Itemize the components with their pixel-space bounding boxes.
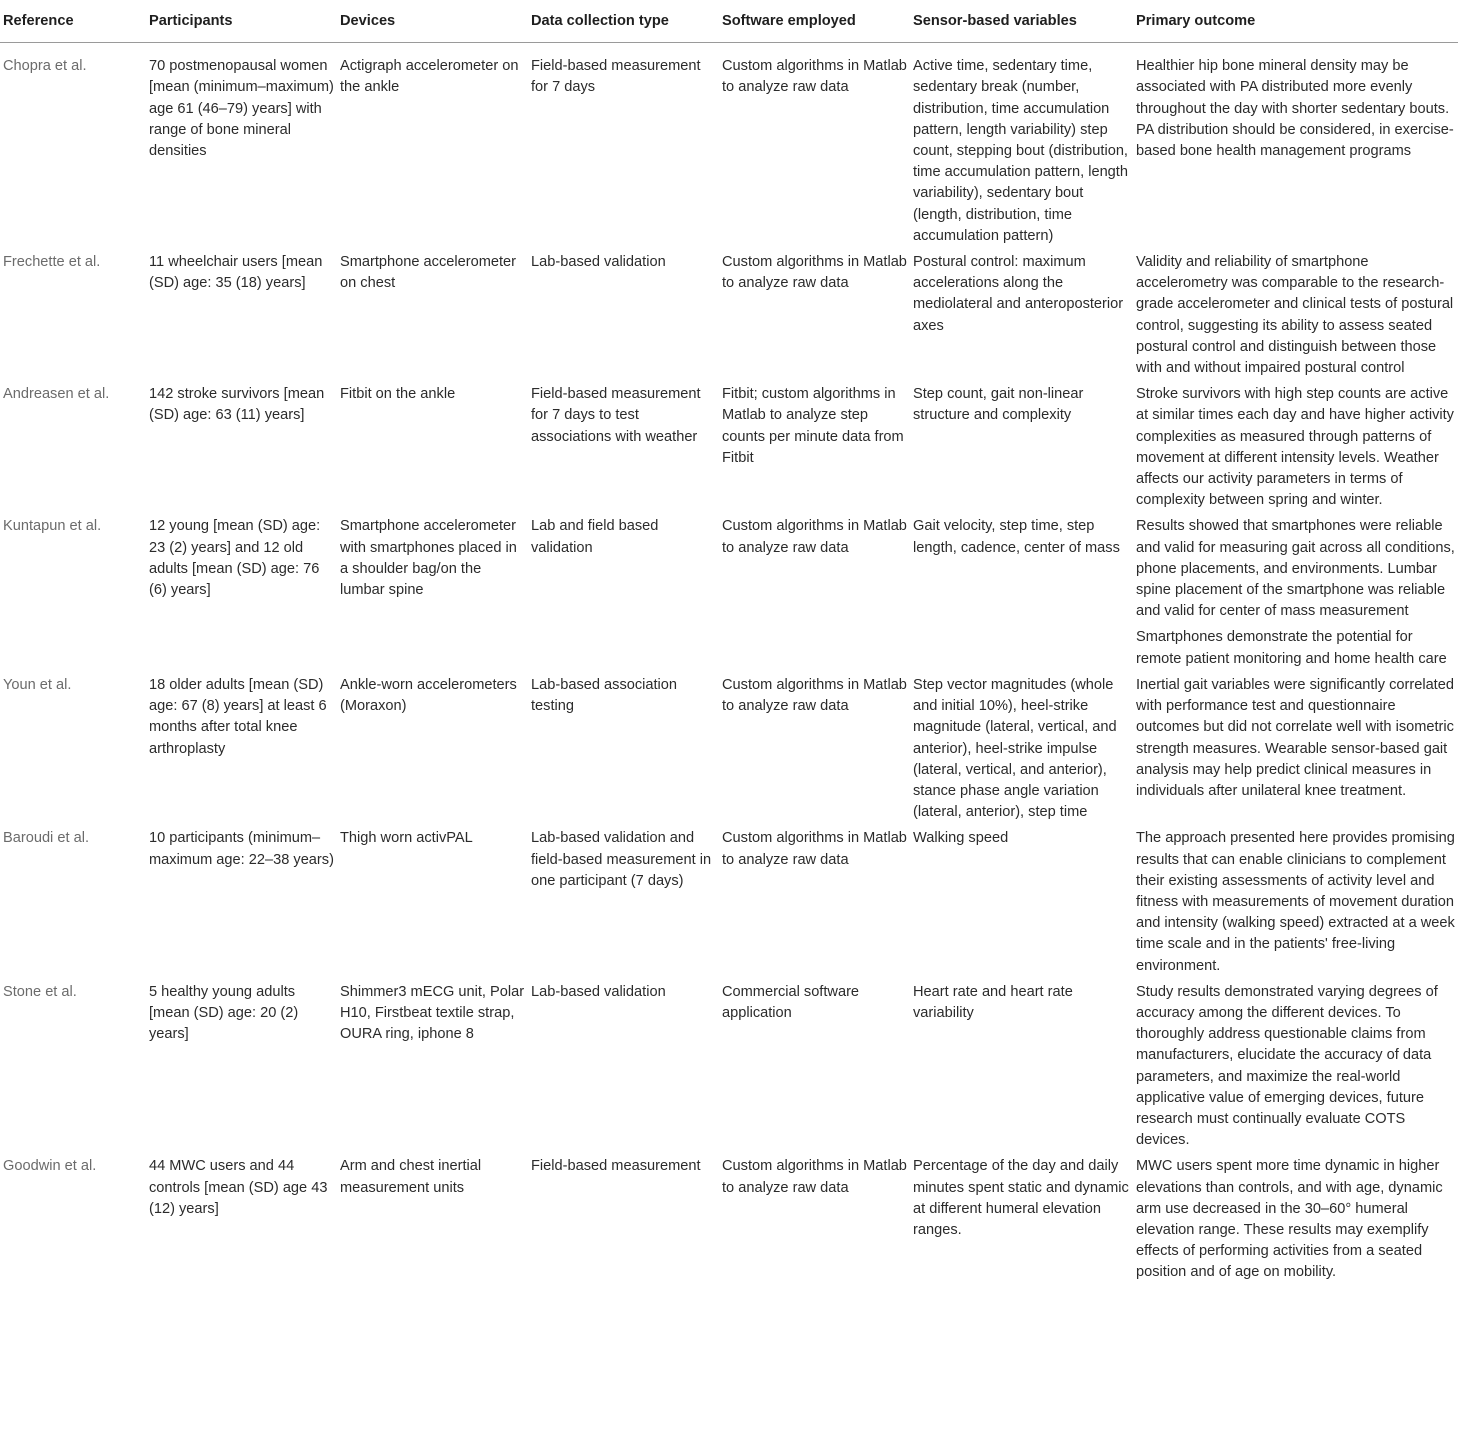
cell-devices: Actigraph accelerometer on the ankle	[340, 58, 519, 96]
cell-devices: Ankle-worn accelerometers (Moraxon)	[340, 676, 517, 715]
header-devices: Devices	[337, 0, 528, 43]
cell-variables: Heart rate and heart rate variability	[913, 983, 1073, 1021]
cell-devices: Thigh worn activPAL	[340, 830, 473, 847]
cell-outcome: Validity and reliability of smartphone accelerometry was comparable to the research-grade accelerometer and clinical tests of postural control, suggesting its ability to assess seated postural control and distinguish between those with and without impaired postural control	[1136, 254, 1454, 377]
cell-devices: Smartphone accelerometer on chest	[340, 254, 517, 292]
cell-data-collection: Lab-based validation	[531, 983, 666, 1000]
cell-data-collection: Lab-based association testing	[531, 676, 678, 715]
cell-data-collection: Field-based measurement for 7 days to test associations with weather	[531, 386, 701, 445]
cell-participants: 70 postmenopausal women [mean (minimum–maximum) age 61 (46–79) years] with range of bone mineral densities	[149, 58, 334, 160]
cell-variables: Postural control: maximum accelerations along the mediolateral and anteroposterior axes	[913, 254, 1124, 334]
outcome-paragraph: Results showed that smartphones were reliable and valid for measuring gait across all conditions, phone placements, and environments. Lumbar spine placement of the smartphone was reliable and valid for center of mass measurement	[1136, 518, 1455, 620]
cell-data-collection: Lab-based validation and field-based measurement in one participant (7 days)	[531, 830, 712, 889]
cell-reference: Kuntapun et al.	[3, 518, 102, 535]
table-row	[0, 1151, 1458, 1283]
cell-participants: 44 MWC users and 44 controls [mean (SD) age 43 (12) years]	[149, 1158, 328, 1217]
cell-software: Fitbit; custom algorithms in Matlab to analyze step counts per minute data from Fitbit	[722, 386, 904, 466]
cell-software: Custom algorithms in Matlab to analyze raw data	[722, 676, 907, 715]
table-row	[0, 670, 1458, 823]
cell-data-collection: Field-based measurement for 7 days	[531, 58, 701, 96]
table-row	[0, 823, 1458, 976]
cell-devices: Shimmer3 mECG unit, Polar H10, Firstbeat textile strap, OURA ring, iphone 8	[340, 983, 525, 1043]
cell-variables: Step vector magnitudes (whole and initial 10%), heel-strike magnitude (lateral, vertical, and anterior), heel-strike impulse (lateral, vertical, and anterior), stance phase angle variation (lateral, anterior), step time	[913, 676, 1117, 821]
cell-outcome: MWC users spent more time dynamic in higher elevations than controls, and with age, dynamic arm use decreased in the 30–60° humeral elevation range. These results may exemplify effects of performing activities from a seated position and of age on mobility.	[1136, 1158, 1443, 1281]
table-row	[0, 247, 1458, 379]
cell-reference: Chopra et al.	[3, 58, 87, 75]
cell-participants: 10 participants (minimum–maximum age: 22–38 years)	[149, 830, 334, 868]
cell-variables: Step count, gait non-linear structure and complexity	[913, 386, 1084, 424]
cell-variables: Percentage of the day and daily minutes spent static and dynamic at different humeral elevation ranges.	[913, 1158, 1129, 1238]
cell-reference: Goodwin et al.	[3, 1158, 97, 1175]
cell-outcome: Stroke survivors with high step counts are active at similar times each day and have higher activity complexities as measured through patterns of movement at different intensity levels. Weather affects our activity parameters in terms of complexity between spring and winter.	[1136, 386, 1454, 509]
table-row	[0, 977, 1458, 1152]
cell-data-collection: Field-based measurement	[531, 1158, 701, 1175]
cell-software: Custom algorithms in Matlab to analyze raw data	[722, 518, 907, 556]
cell-variables: Gait velocity, step time, step length, cadence, center of mass	[913, 518, 1120, 556]
cell-reference: Frechette et al.	[3, 254, 101, 271]
cell-variables: Active time, sedentary time, sedentary break (number, distribution, time accumulation pattern, length variability) step count, stepping bout (distribution, time accumulation pattern, length variability), sedentary bout (length, distribution, time accumulation pattern)	[913, 58, 1128, 244]
header-data-collection-type: Data collection type	[528, 0, 719, 43]
header-sensor-based-variables: Sensor-based variables	[910, 0, 1133, 43]
table-row	[0, 511, 1458, 669]
cell-reference: Andreasen et al.	[3, 386, 110, 403]
table-row	[0, 379, 1458, 511]
cell-outcome: Study results demonstrated varying degrees of accuracy among the different devices. To thoroughly address questionable claims from manufacturers, elucidate the accuracy of data parameters, and maximize the real-world applicative value of emerging devices, future research must continually evaluate COTS devices.	[1136, 983, 1438, 1149]
header-primary-outcome: Primary outcome	[1133, 0, 1458, 43]
outcome-paragraph-secondary: Smartphones demonstrate the potential for remote patient monitoring and home health care	[1136, 629, 1447, 667]
cell-data-collection: Lab-based validation	[531, 254, 666, 271]
cell-software: Custom algorithms in Matlab to analyze raw data	[722, 830, 907, 868]
cell-outcome: The approach presented here provides promising results that can enable clinicians to complement their existing assessments of activity level and fitness with measurements of movement duration and intensity (walking speed) extracted at a week time scale and in the patients' free-living environment.	[1136, 830, 1455, 974]
cell-software: Commercial software application	[722, 983, 860, 1021]
cell-variables: Walking speed	[913, 830, 1009, 847]
cell-outcome: Inertial gait variables were significantly correlated with performance test and questionnaire outcomes but did not correlate well with isometric strength measures. Wearable sensor-based gait analysis may help predict clinical measures in individuals after unilateral knee treatment.	[1136, 676, 1454, 799]
cell-outcome: Healthier hip bone mineral density may be associated with PA distributed more evenly throughout the day with shorter sedentary bouts. PA distribution should be considered, in exercise-based bone health management programs	[1136, 58, 1454, 160]
header-reference: Reference	[0, 0, 146, 43]
cell-reference: Baroudi et al.	[3, 830, 89, 847]
cell-software: Custom algorithms in Matlab to analyze raw data	[722, 1158, 907, 1196]
header-row	[0, 0, 1458, 43]
table-row	[0, 43, 1458, 247]
cell-data-collection: Lab and field based validation	[531, 518, 659, 556]
cell-devices: Fitbit on the ankle	[340, 386, 456, 403]
cell-participants: 142 stroke survivors [mean (SD) age: 63 (11) years]	[149, 386, 325, 424]
header-software-employed: Software employed	[719, 0, 910, 43]
cell-devices: Smartphone accelerometer with smartphones placed in a shoulder bag/on the lumbar spine	[340, 518, 517, 599]
cell-participants: 12 young [mean (SD) age: 23 (2) years] and 12 old adults [mean (SD) age: 76 (6) years]	[149, 518, 321, 599]
cell-software: Custom algorithms in Matlab to analyze raw data	[722, 254, 907, 292]
cell-participants: 18 older adults [mean (SD) age: 67 (8) years] at least 6 months after total knee arthroplasty	[149, 676, 327, 757]
header-participants: Participants	[146, 0, 337, 43]
cell-software: Custom algorithms in Matlab to analyze raw data	[722, 58, 907, 96]
cell-participants: 11 wheelchair users [mean (SD) age: 35 (18) years]	[149, 254, 323, 292]
cell-reference: Stone et al.	[3, 983, 77, 1000]
cell-reference: Youn et al.	[3, 676, 72, 693]
cell-outcome	[1133, 511, 1458, 669]
cell-participants: 5 healthy young adults [mean (SD) age: 20 (2) years]	[149, 983, 299, 1043]
cell-devices: Arm and chest inertial measurement units	[340, 1158, 482, 1196]
